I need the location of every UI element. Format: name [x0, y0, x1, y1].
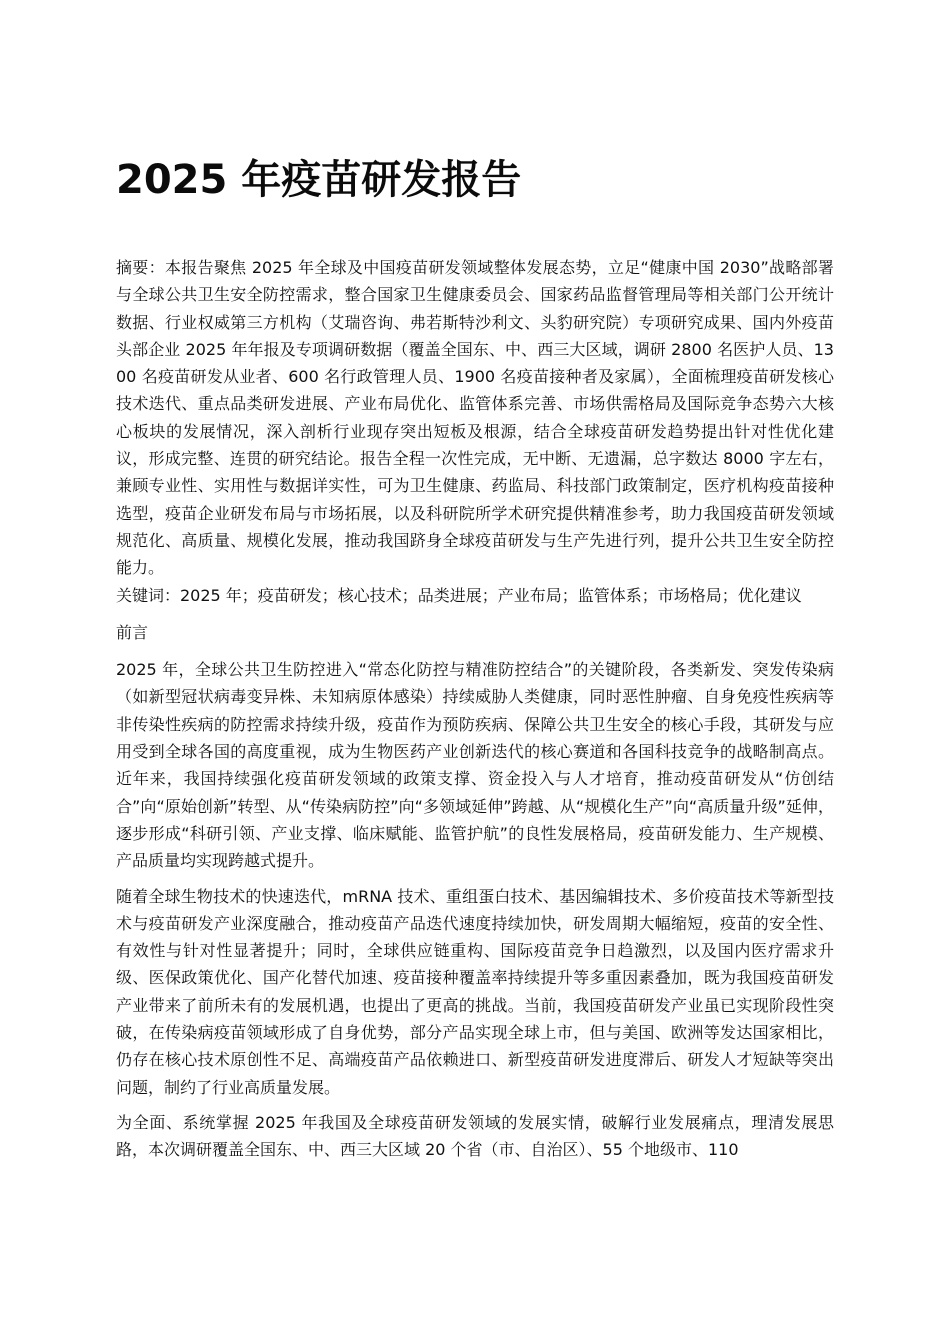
- preface-paragraph-2: 随着全球生物技术的快速迭代，mRNA 技术、重组蛋白技术、基因编辑技术、多价疫苗技术等新型技术与疫苗研发产业深度融合，推动疫苗产品迭代速度持续加快，研发周期大幅缩短，疫苗的安全性、有效性与针对性显著提升；同时，全球供应链重构、国际疫苗竞争日趋激烈，以及国内医疗需求升级、医保政策优化、国产化替代加速、疫苗接种覆盖率持续提升等多重因素叠加，既为我国疫苗研发产业带来了前所未有的发展机遇，也提出了更高的挑战。当前，我国疫苗研发产业虽已实现阶段性突破，在传染病疫苗领域形成了自身优势，部分产品实现全球上市，但与美国、欧洲等发达国家相比，仍存在核心技术原创性不足、高端疫苗产品依赖进口、新型疫苗研发进度滞后、研发人才短缺等突出问题，制约了行业高质量发展。: [116, 886, 834, 1097]
- abstract-paragraph: 摘要：本报告聚焦 2025 年全球及中国疫苗研发领域整体发展态势，立足“健康中国 2030”战略部署与全球公共卫生安全防控需求，整合国家卫生健康委员会、国家药品监督管理局等相关部门公开统计数据、行业权威第三方机构（艾瑞咨询、弗若斯特沙利文、头豹研究院）专项研究成果、国内外疫苗头部企业 2025 年年报及专项调研数据（覆盖全国东、中、西三大区域，调研 2800 名医护人员、1300 名疫苗研发从业者、600 名行政管理人员、1900 名疫苗接种者及家属），全面梳理疫苗研发核心技术迭代、重点品类研发进展、产业布局优化、监管体系完善、市场供需格局及国际竞争态势六大核心板块的发展情况，深入剖析行业现存突出短板及根源，结合全球疫苗研发趋势提出针对性优化建议，形成完整、连贯的研究结论。报告全程一次性完成，无中断、无遗漏，总字数达 8000 字左右，兼顾专业性、实用性与数据详实性，可为卫生健康、药监局、科技部门政策制定，医疗机构疫苗接种选型，疫苗企业研发布局与市场拓展，以及科研院所学术研究提供精准参考，助力我国疫苗研发领域规范化、高质量、规模化发展，推动我国跻身全球疫苗研发与生产先进行列，提升公共卫生安全防控能力。: [116, 258, 834, 578]
- report-title: 2025 年疫苗研发报告: [116, 157, 522, 203]
- preface-heading: 前言: [116, 622, 149, 642]
- preface-paragraph-3: 为全面、系统掌握 2025 年我国及全球疫苗研发领域的发展实情，破解行业发展痛点，理清发展思路，本次调研覆盖全国东、中、西三大区域 20 个省（市、自治区）、55 个地级市、110: [116, 1112, 834, 1160]
- document-body: [116, 150, 834, 1172]
- preface-paragraph-1: 2025 年，全球公共卫生防控进入“常态化防控与精准防控结合”的关键阶段，各类新发、突发传染病（如新型冠状病毒变异株、未知病原体感染）持续威胁人类健康，同时恶性肿瘤、自身免疫性疾病等非传染性疾病的防控需求持续升级，疫苗作为预防疾病、保障公共卫生安全的核心手段，其研发与应用受到全球各国的高度重视，成为生物医药产业创新迭代的核心赛道和各国科技竞争的战略制高点。近年来，我国持续强化疫苗研发领域的政策支撑、资金投入与人才培育，推动疫苗研发从“仿创结合”向“原始创新”转型、从“传染病防控”向“多领域延伸”跨越、从“规模化生产”向“高质量升级”延伸，逐步形成“科研引领、产业支撑、临床赋能、监管护航”的良性发展格局，疫苗研发能力、生产规模、产品质量均实现跨越式提升。: [116, 660, 834, 871]
- keywords-paragraph: 关键词：2025 年；疫苗研发；核心技术；品类进展；产业布局；监管体系；市场格局；优化建议: [116, 585, 802, 605]
